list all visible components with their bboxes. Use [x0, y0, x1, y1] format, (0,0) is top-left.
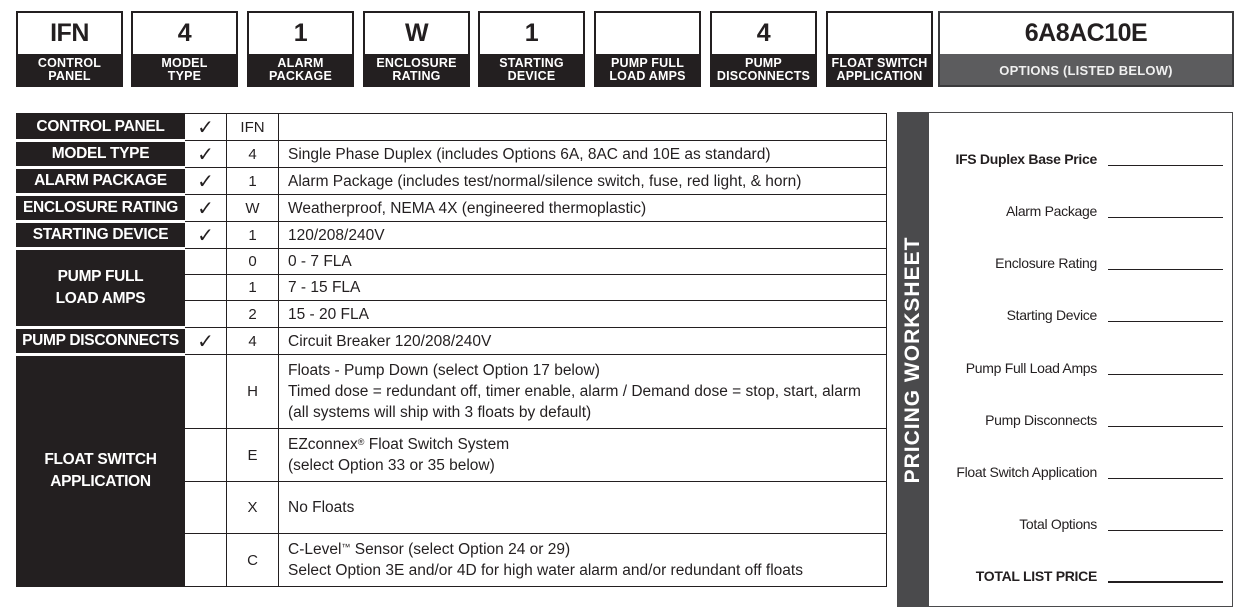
option-code: C	[227, 534, 279, 587]
worksheet-row-float-switch	[929, 459, 1232, 483]
row-label: PUMP DISCONNECTS	[17, 328, 185, 355]
code-box-options	[938, 11, 1234, 87]
table-row-pump-disconnects	[17, 328, 887, 355]
code-box-pump-full-load-amps	[594, 11, 701, 87]
worksheet-label: TOTAL LIST PRICE	[975, 568, 1097, 584]
check-cell	[185, 249, 227, 275]
worksheet-row-alarm-package	[929, 198, 1232, 222]
row-label-pump-full-load-amps: PUMP FULL LOAD AMPS	[17, 249, 185, 328]
worksheet-row-pump-fla	[929, 355, 1232, 379]
option-code: 1	[227, 275, 279, 301]
check-icon: ✓	[185, 222, 227, 249]
code-label: PUMP FULL LOAD AMPS	[609, 56, 686, 83]
worksheet-label: Alarm Package	[1005, 203, 1097, 219]
check-icon: ✓	[185, 168, 227, 195]
option-code: 1	[227, 222, 279, 249]
code-box-control-panel	[16, 11, 123, 87]
check-icon: ✓	[185, 114, 227, 141]
check-icon: ✓	[185, 328, 227, 355]
table-row-float-h	[17, 355, 887, 429]
code-box-alarm-package	[247, 11, 354, 87]
option-code: 1	[227, 168, 279, 195]
option-description: 15 - 20 FLA	[279, 301, 887, 328]
option-code: 2	[227, 301, 279, 328]
code-value	[828, 13, 931, 54]
table-row-pump-fla-0	[17, 249, 887, 275]
registered-mark: ®	[357, 437, 365, 447]
price-entry-line[interactable]	[1108, 269, 1223, 270]
option-description: 120/208/240V	[279, 222, 887, 249]
price-entry-line[interactable]	[1108, 374, 1223, 375]
worksheet-label: Starting Device	[1006, 307, 1097, 323]
code-box-model-type	[131, 11, 238, 87]
table-row-model-type	[17, 141, 887, 168]
worksheet-label: Pump Disconnects	[985, 412, 1097, 428]
row-label: STARTING DEVICE	[17, 222, 185, 249]
price-entry-line[interactable]	[1108, 478, 1223, 479]
table-row-alarm-package	[17, 168, 887, 195]
check-cell	[185, 275, 227, 301]
check-cell	[185, 429, 227, 482]
price-entry-line[interactable]	[1108, 426, 1223, 427]
option-description: Alarm Package (includes test/normal/silence switch, fuse, red light, & horn)	[279, 168, 887, 195]
code-box-float-switch-application	[826, 11, 933, 87]
code-value: IFN	[18, 13, 121, 54]
worksheet-title-strip	[898, 113, 929, 606]
check-cell	[185, 482, 227, 534]
worksheet-label: Total Options	[1019, 516, 1097, 532]
trademark-mark: ™	[341, 542, 351, 552]
check-cell	[185, 534, 227, 587]
worksheet-label: IFS Duplex Base Price	[955, 151, 1097, 167]
worksheet-row-starting-device	[929, 302, 1232, 326]
pricing-worksheet	[897, 112, 1233, 607]
worksheet-title: PRICING WORKSHEET	[901, 236, 924, 484]
check-icon: ✓	[185, 195, 227, 222]
worksheet-row-total-list-price	[929, 563, 1232, 587]
options-label: OPTIONS (LISTED BELOW)	[999, 62, 1173, 78]
option-code: 0	[227, 249, 279, 275]
price-entry-line[interactable]	[1108, 530, 1223, 531]
option-code: H	[227, 355, 279, 429]
code-label: MODEL TYPE	[161, 56, 208, 83]
option-code: 4	[227, 141, 279, 168]
option-code: IFN	[227, 114, 279, 141]
worksheet-label: Pump Full Load Amps	[965, 360, 1097, 376]
row-label: CONTROL PANEL	[17, 114, 185, 141]
code-value: 1	[480, 13, 583, 54]
option-description: Circuit Breaker 120/208/240V	[279, 328, 887, 355]
option-description: 7 - 15 FLA	[279, 275, 887, 301]
spec-table	[16, 113, 887, 587]
price-entry-line[interactable]	[1108, 217, 1223, 218]
code-box-pump-disconnects	[710, 11, 817, 87]
code-box-enclosure-rating	[363, 11, 470, 87]
code-label: ENCLOSURE RATING	[376, 56, 457, 83]
option-code: X	[227, 482, 279, 534]
option-description: Floats - Pump Down (select Option 17 below) Timed dose = redundant off, timer enable, alarm / Demand dose = stop, start, alarm (all systems will ship with 3 floats by default)	[279, 355, 887, 429]
row-label-float-switch-application: FLOAT SWITCH APPLICATION	[17, 355, 185, 587]
worksheet-row-enclosure-rating	[929, 250, 1232, 274]
row-label: ALARM PACKAGE	[17, 168, 185, 195]
price-entry-line[interactable]	[1108, 321, 1223, 322]
code-value: 1	[249, 13, 352, 54]
option-description: Single Phase Duplex (includes Options 6A, 8AC and 10E as standard)	[279, 141, 887, 168]
option-description: EZconnex® Float Switch System (select Option 33 or 35 below)	[279, 429, 887, 482]
option-code: W	[227, 195, 279, 222]
worksheet-label: Enclosure Rating	[995, 255, 1097, 271]
worksheet-row-base-price	[929, 146, 1232, 170]
code-label: FLOAT SWITCH APPLICATION	[831, 56, 928, 83]
option-code: E	[227, 429, 279, 482]
worksheet-label: Float Switch Application	[956, 464, 1097, 480]
price-entry-line[interactable]	[1108, 581, 1223, 583]
option-description: Weatherproof, NEMA 4X (engineered thermoplastic)	[279, 195, 887, 222]
option-description	[279, 114, 887, 141]
price-entry-line[interactable]	[1108, 165, 1223, 166]
row-label: MODEL TYPE	[17, 141, 185, 168]
code-label: CONTROL PANEL	[37, 56, 102, 83]
code-box-starting-device	[478, 11, 585, 87]
table-row-control-panel	[17, 114, 887, 141]
option-code: 4	[227, 328, 279, 355]
code-value: 4	[712, 13, 815, 54]
option-description: No Floats	[279, 482, 887, 534]
check-cell	[185, 301, 227, 328]
options-value: 6A8AC10E	[940, 13, 1232, 54]
option-description: 0 - 7 FLA	[279, 249, 887, 275]
code-label: ALARM PACKAGE	[269, 56, 332, 83]
check-icon: ✓	[185, 141, 227, 168]
row-label: ENCLOSURE RATING	[17, 195, 185, 222]
table-row-enclosure-rating	[17, 195, 887, 222]
option-description: C-Level™ Sensor (select Option 24 or 29) Select Option 3E and/or 4D for high water alarm and/or redundant off floats	[279, 534, 887, 587]
table-row-starting-device	[17, 222, 887, 249]
worksheet-row-pump-disconnects	[929, 407, 1232, 431]
code-value: 4	[133, 13, 236, 54]
worksheet-row-total-options	[929, 511, 1232, 535]
code-value: W	[365, 13, 468, 54]
code-label: STARTING DEVICE	[499, 56, 564, 83]
check-cell	[185, 355, 227, 429]
code-value	[596, 13, 699, 54]
code-label: PUMP DISCONNECTS	[716, 56, 811, 83]
